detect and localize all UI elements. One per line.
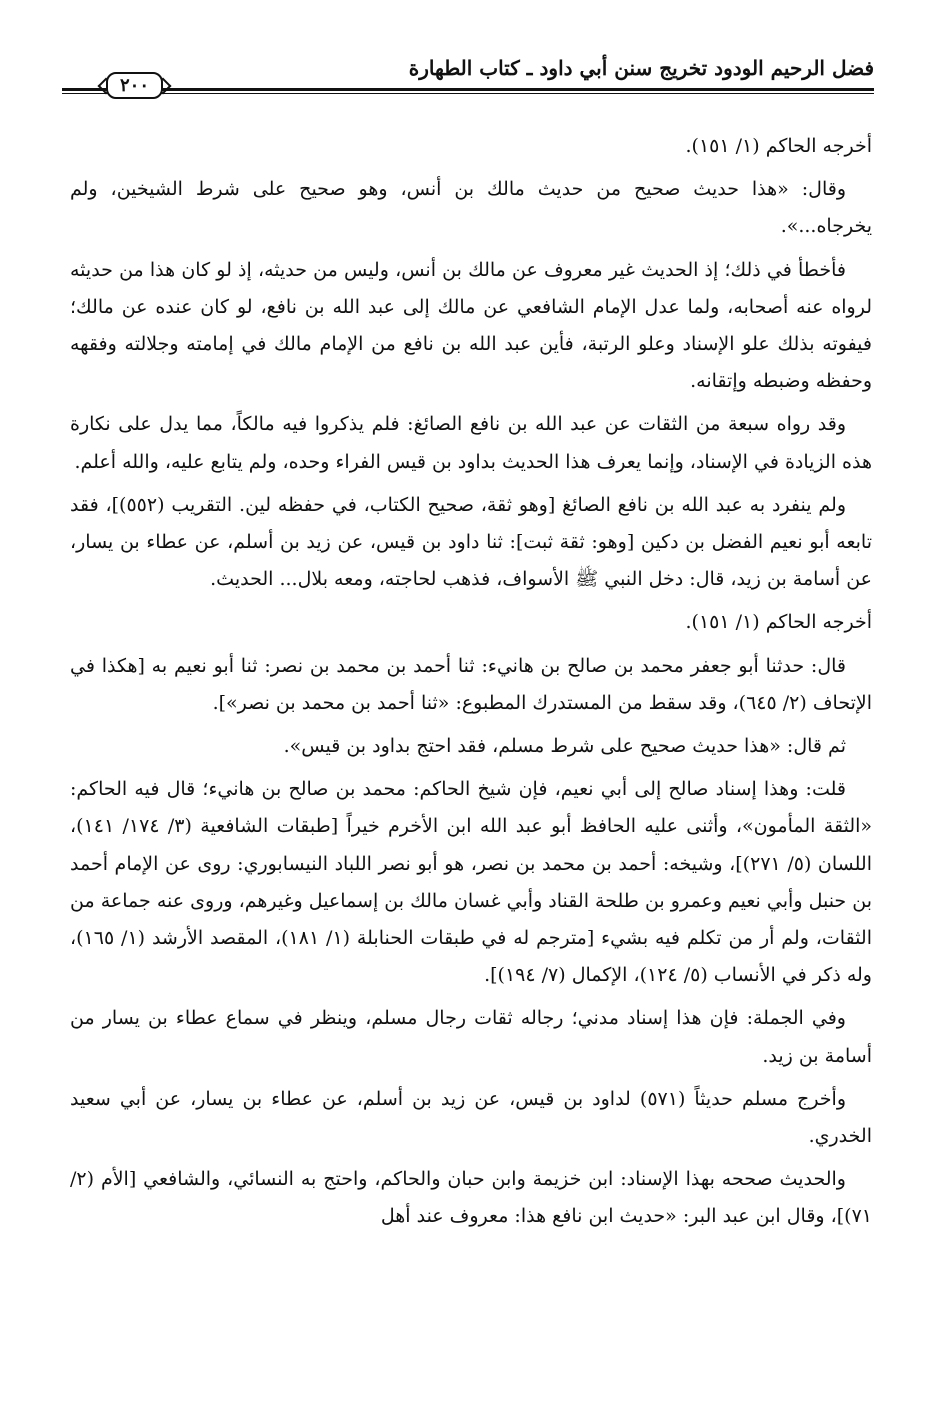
paragraph: فأخطأ في ذلك؛ إذ الحديث غير معروف عن مالك بن أنس، وليس من حديثه، إذ لو كان هذا من حديثه لرواه عنه أصحابه، ولما عدل الإمام الشافعي عن مالك إلى عبد الله بن نافع، لو كان عنده عن مالك؛ فيفوته بذلك علو الإسناد وعلو الرتبة، فأين عبد الله بن نافع من الإمام مالك في إمامته وجلالته وفقهه وحفظه وضبطه وإتقانه.: [70, 258, 872, 393]
paragraph: قال: حدثنا أبو جعفر محمد بن صالح بن هانيء: ثنا أحمد بن محمد بن نصر: ثنا أبو نعيم به [هكذا في الإتحاف (٢/ ٦٤٥)، وقد سقط من المستدرك المطبوع: «ثنا أحمد بن محمد بن نصر»].: [70, 654, 872, 714]
paragraph: أخرجه الحاكم (١/ ١٥١).: [685, 611, 872, 634]
paragraph: والحديث صححه بهذا الإسناد: ابن خزيمة وابن حبان والحاكم، واحتج به النسائي، والشافعي [الأم (٢/ ٧١)]، وقال ابن عبد البر: «حديث ابن نافع هذا: معروف عند أهل: [70, 1168, 872, 1228]
paragraph: أخرجه الحاكم (١/ ١٥١).: [685, 135, 872, 157]
page-number: ٢٠٠: [106, 72, 163, 99]
running-header: [62, 52, 874, 94]
paragraph: قلت: وهذا إسناد صالح إلى أبي نعيم، فإن شيخ الحاكم: محمد بن صالح بن هانيء؛ قال فيه الحاكم: «الثقة المأمون»، وأثنى عليه الحافظ أبو عبد الله ابن الأخرم خيراً [طبقات الشافعية (٣/ ١٧٤/ ١٤١)، اللسان (٥/ ٢٧١)]، وشيخه: أحمد بن محمد بن نصر، هو أبو نصر اللباد النيسابوري: روى عن الإمام أحمد بن حنبل وأبي نعيم وعمرو بن طلحة القناد وأبي غسان مالك بن إسماعيل وغيرهم، وروى عنه جماعة من الثقات، ولم أر من تكلم فيه بشيء [مترجم له في طبقات الحنابلة (١/ ١٨١)، المقصد الأرشد (١/ ١٦٥)، وله ذكر في الأنساب (٥/ ١٢٤)، الإكمال (٧/ ١٩٤)].: [70, 778, 873, 987]
paragraph: ثم قال: «هذا حديث صحيح على شرط مسلم، فقد احتج بداود بن قيس».: [283, 735, 846, 758]
paragraph: ولم ينفرد به عبد الله بن نافع الصائغ [وهو ثقة، صحيح الكتاب، في حفظه لين. التقريب (٥٥٢)]، فقد تابعه أبو نعيم الفضل بن دكين [وهو: ثقة ثبت]: ثنا داود بن قيس، عن زيد بن أسلم، عن عطاء بن يسار، عن أسامة بن زيد، قال: دخل النبي ﷺ الأسواف، فذهب لحاجته، ومعه بلال... الحديث.: [70, 493, 872, 591]
paragraph: وأخرج مسلم حديثاً (٥٧١) لداود بن قيس، عن زيد بن أسلم، عن عطاء بن يسار، عن أبي سعيد الخدري.: [70, 1087, 872, 1148]
body-text: [70, 128, 872, 1242]
paragraph: وقال: «هذا حديث صحيح من حديث مالك بن أنس، وهو صحيح على شرط الشيخين، ولم يخرجاه...».: [70, 178, 872, 238]
header-title: فضل الرحيم الودود تخريج سنن أبي داود ـ كتاب الطهارة: [408, 56, 874, 80]
header-rule: [62, 88, 874, 94]
paragraph: وفي الجملة: فإن هذا إسناد مدني؛ رجاله ثقات رجال مسلم، وينظر في سماع عطاء بن يسار من أسامة بن زيد.: [70, 1007, 872, 1067]
paragraph: وقد رواه سبعة من الثقات عن عبد الله بن نافع الصائغ: فلم يذكروا فيه مالكاً، مما يدل على نكارة هذه الزيادة في الإسناد، وإنما يعرف هذا الحديث بداود بن قيس الفراء وحده، ولم يتابع عليه، والله أعلم.: [70, 413, 872, 473]
